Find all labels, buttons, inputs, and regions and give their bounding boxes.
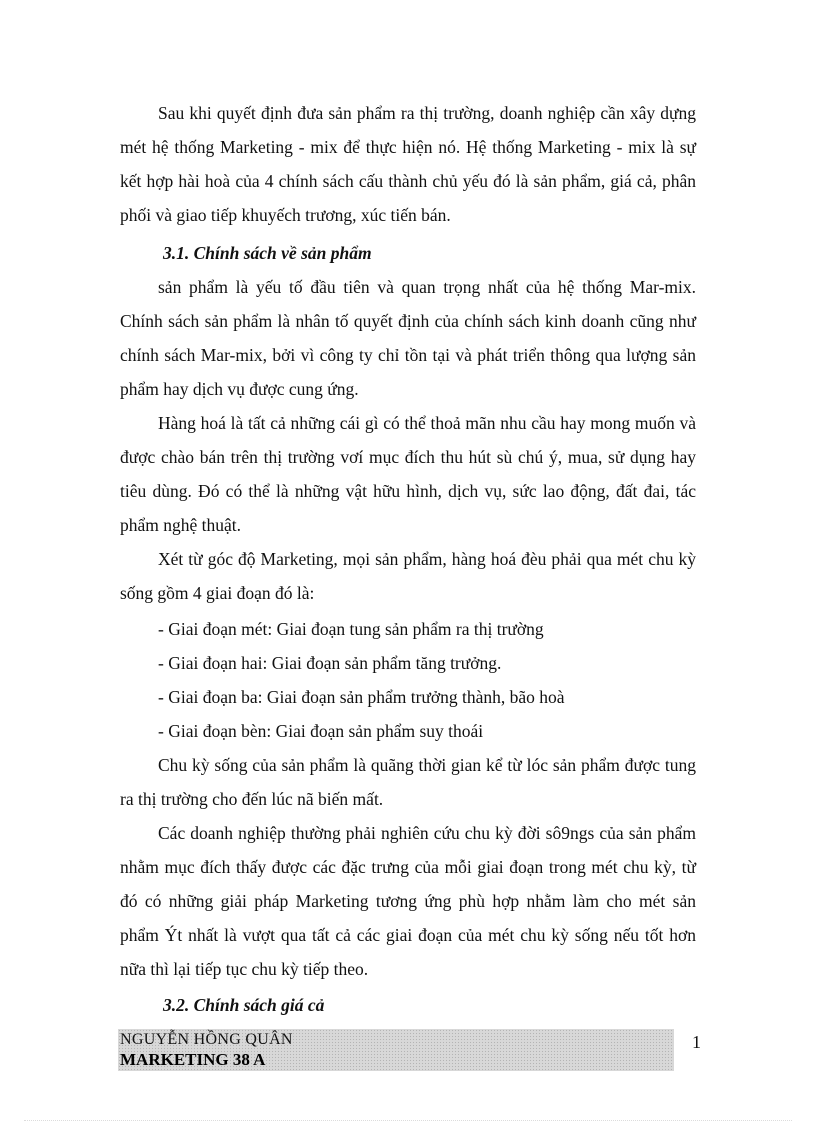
- goods-definition-paragraph: Hàng hoá là tất cả những cái gì có thể thoả mãn nhu cầu hay mong muốn và được chào bán trên thị trường vơí mục đích thu hút sù chú ý, mua, sử dụng hay tiêu dùng. Đó có thể là những vật hữu hình, dịch vụ, sức lao động, đất đai, tác phẩm nghệ thuật.: [120, 413, 696, 535]
- page-bottom-divider: [24, 1120, 792, 1121]
- life-cycle-intro-paragraph: Xét từ góc độ Marketing, mọi sản phẩm, hàng hoá đèu phải qua mét chu kỳ sống gồm 4 giai đoạn đó là:: [120, 549, 696, 603]
- footer-author: NGUYỄN HỒNG QUÂN: [120, 1031, 293, 1048]
- intro-paragraph: Sau khi quyết định đưa sản phẩm ra thị trường, doanh nghiệp cần xây dựng mét hệ thống Marketing - mix để thực hiện nó. Hệ thống Marketing - mix là sự kết hợp hài hoà của 4 chính sách cấu thành chủ yếu đó là sản phẩm, giá cả, phân phối và giao tiếp khuyếch trương, xúc tiến bán.: [120, 103, 696, 225]
- list-item: - Giai đoạn ba: Giai đoạn sản phẩm trưởng thành, bão hoà: [158, 687, 565, 707]
- page-number: 1: [692, 1032, 701, 1052]
- product-policy-paragraph: sản phẩm là yếu tố đầu tiên và quan trọng nhất của hệ thống Mar-mix. Chính sách sản phẩm là nhân tố quyết định của chính sách kinh doanh cũng như chính sách Mar-mix, bởi vì công ty chỉ tồn tại và phát triển thông qua lượng sản phẩm hay dịch vụ được cung ứng.: [120, 277, 696, 399]
- life-cycle-definition-paragraph: Chu kỳ sống của sản phẩm là quãng thời gian kể từ lóc sản phẩm được tung ra thị trường cho đến lúc nã biến mất.: [120, 755, 696, 809]
- list-item: - Giai đoạn hai: Giai đoạn sản phẩm tăng trưởng.: [158, 653, 502, 673]
- list-item: - Giai đoạn bèn: Giai đoạn sản phẩm suy thoái: [158, 721, 484, 741]
- life-cycle-stage-list: [158, 612, 565, 748]
- footer-class-code: MARKETING 38 A: [120, 1050, 266, 1069]
- section-heading-price-policy: 3.2. Chính sách giá cả: [163, 995, 325, 1015]
- list-item: - Giai đoạn mét: Giai đoạn tung sản phẩm ra thị trường: [158, 619, 544, 639]
- life-cycle-research-paragraph: Các doanh nghiệp thường phải nghiên cứu chu kỳ đời sô9ngs của sản phẩm nhằm mục đích thấy được các đặc trưng của mỗi giai đoạn trong mét chu kỳ, từ đó có những giải pháp Marketing tương ứng phù hợp nhằm làm cho mét sản phẩm Ýt nhất là vượt qua tất cả các giai đoạn của mét chu kỳ sống nếu tốt hơn nữa thì lại tiếp tục chu kỳ tiếp theo.: [120, 823, 696, 979]
- page-footer: [118, 1029, 674, 1071]
- section-heading-product-policy: 3.1. Chính sách về sản phẩm: [163, 243, 372, 263]
